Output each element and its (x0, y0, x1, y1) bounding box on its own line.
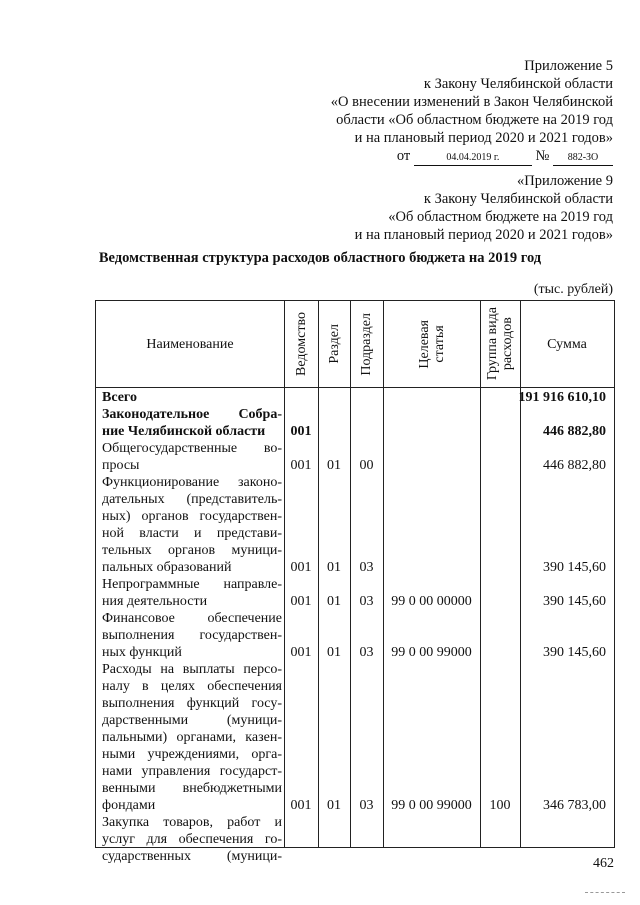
row-name-line: пальных образований (102, 560, 232, 575)
table-row (96, 661, 614, 814)
document-title: Ведомственная структура расходов областного бюджета на 2019 год (98, 250, 542, 266)
row-name-line: ных функций (102, 645, 182, 660)
row-name-line: просы (102, 458, 140, 473)
table-row (96, 814, 614, 865)
section-cell: 01 (327, 594, 341, 609)
header-line: «Приложение 9 (517, 173, 613, 189)
subsection-cell: 03 (359, 594, 374, 609)
page-number: 462 (593, 856, 614, 871)
row-name-line: венными внебюджетными (102, 781, 282, 796)
row-name-line: дарственными (муници- (102, 713, 282, 728)
row-name-line: налу в целях обеспечения (102, 679, 282, 694)
sum-cell: 446 882,80 (543, 424, 606, 439)
subsection-cell: 03 (359, 645, 374, 660)
row-name-line: ния деятельности (102, 594, 208, 609)
row-name-line: выполнения государствен- (102, 628, 282, 643)
row-name-line: Непрограммные направле- (102, 577, 282, 592)
sum-cell: 446 882,80 (543, 458, 606, 473)
department-cell: 001 (290, 560, 312, 575)
target-article-cell: 99 0 00 99000 (391, 645, 472, 660)
table-row (96, 440, 614, 474)
row-name-line: Всего (102, 390, 137, 405)
column-header-subsection: Подраздел (359, 312, 374, 376)
column-header-sum: Сумма (547, 336, 587, 352)
appendix-5-header (331, 57, 613, 166)
table-row (96, 610, 614, 661)
row-name-line: дательных (представитель- (102, 492, 282, 507)
column-header-section: Раздел (326, 324, 342, 364)
column-header-department: Ведомство (293, 312, 309, 376)
header-line: к Закону Челябинской области (423, 76, 613, 92)
sum-cell: 390 145,60 (543, 594, 606, 609)
header-line: к Закону Челябинской области (423, 191, 613, 207)
sum-cell: 346 783,00 (543, 798, 606, 813)
sum-cell: 390 145,60 (543, 645, 606, 660)
department-cell: 001 (290, 645, 312, 660)
subsection-cell: 00 (359, 458, 374, 473)
row-name-line: Закупка товаров, работ и (102, 815, 282, 830)
department-cell: 001 (290, 458, 312, 473)
row-name-line: пальными) органами, казен- (102, 730, 282, 745)
header-line: «О внесении изменений в Закон Челябинской (330, 94, 613, 110)
row-name-line: ной власти и представи- (102, 526, 282, 541)
header-line: Приложение 5 (524, 58, 613, 74)
row-name-line: тельных органов муници- (102, 543, 282, 558)
column-header-expense-group: Группа вида расходов (485, 307, 515, 381)
appendix-9-header (355, 172, 613, 244)
section-cell: 01 (327, 645, 341, 660)
table-row (96, 474, 614, 576)
row-name-line: ными учреждениями, орга- (102, 747, 282, 762)
row-name-line: выполнения функций госу- (102, 696, 282, 711)
row-name-line: сударственных (муници- (102, 849, 282, 864)
row-name-line: ние Челябинской области (102, 424, 266, 439)
section-cell: 01 (327, 458, 341, 473)
law-date: 04.04.2019 г. (414, 152, 532, 166)
subsection-cell: 03 (359, 560, 374, 575)
header-line: области «Об областном бюджете на 2019 год (336, 112, 613, 128)
header-line: и на плановый период 2020 и 2021 годов» (354, 130, 613, 146)
row-name-line: ных) органов государствен- (102, 509, 282, 524)
department-cell: 001 (290, 594, 312, 609)
column-header-name: Наименование (146, 336, 234, 352)
sum-cell: 191 916 610,10 (518, 390, 606, 405)
row-name-line: Функционирование законо- (102, 475, 282, 490)
number-label: № (535, 148, 550, 164)
section-cell: 01 (327, 798, 341, 813)
header-line: и на плановый период 2020 и 2021 годов» (354, 227, 613, 243)
expense-group-cell: 100 (489, 798, 511, 813)
law-number: 882-ЗО (553, 152, 613, 166)
header-line: «Об областном бюджете на 2019 год (388, 209, 613, 225)
header-divider (96, 387, 614, 388)
department-cell: 001 (290, 798, 312, 813)
from-label: от (396, 148, 411, 164)
target-article-cell: 99 0 00 00000 (391, 594, 472, 609)
column-header-target-article: Целевая статья (416, 319, 447, 369)
row-name-line: Расходы на выплаты персо- (102, 662, 282, 677)
law-reference (331, 147, 613, 166)
department-cell: 001 (290, 424, 312, 439)
table-row (96, 406, 614, 440)
row-name-line: Общегосударственные во- (102, 441, 282, 456)
target-article-cell: 99 0 00 99000 (391, 798, 472, 813)
row-name-line: Законодательное Собра- (102, 407, 282, 422)
row-name-line: Финансовое обеспечение (102, 611, 282, 626)
row-name-line: нами управления государст- (102, 764, 282, 779)
row-name-line: услуг для обеспечения го- (102, 832, 282, 847)
table-row (96, 389, 614, 406)
section-cell: 01 (327, 560, 341, 575)
page-edge-mark (585, 892, 625, 893)
sum-cell: 390 145,60 (543, 560, 606, 575)
table-row (96, 576, 614, 610)
units-label: (тыс. рублей) (533, 282, 613, 297)
subsection-cell: 03 (359, 798, 374, 813)
row-name-line: фондами (102, 798, 156, 813)
